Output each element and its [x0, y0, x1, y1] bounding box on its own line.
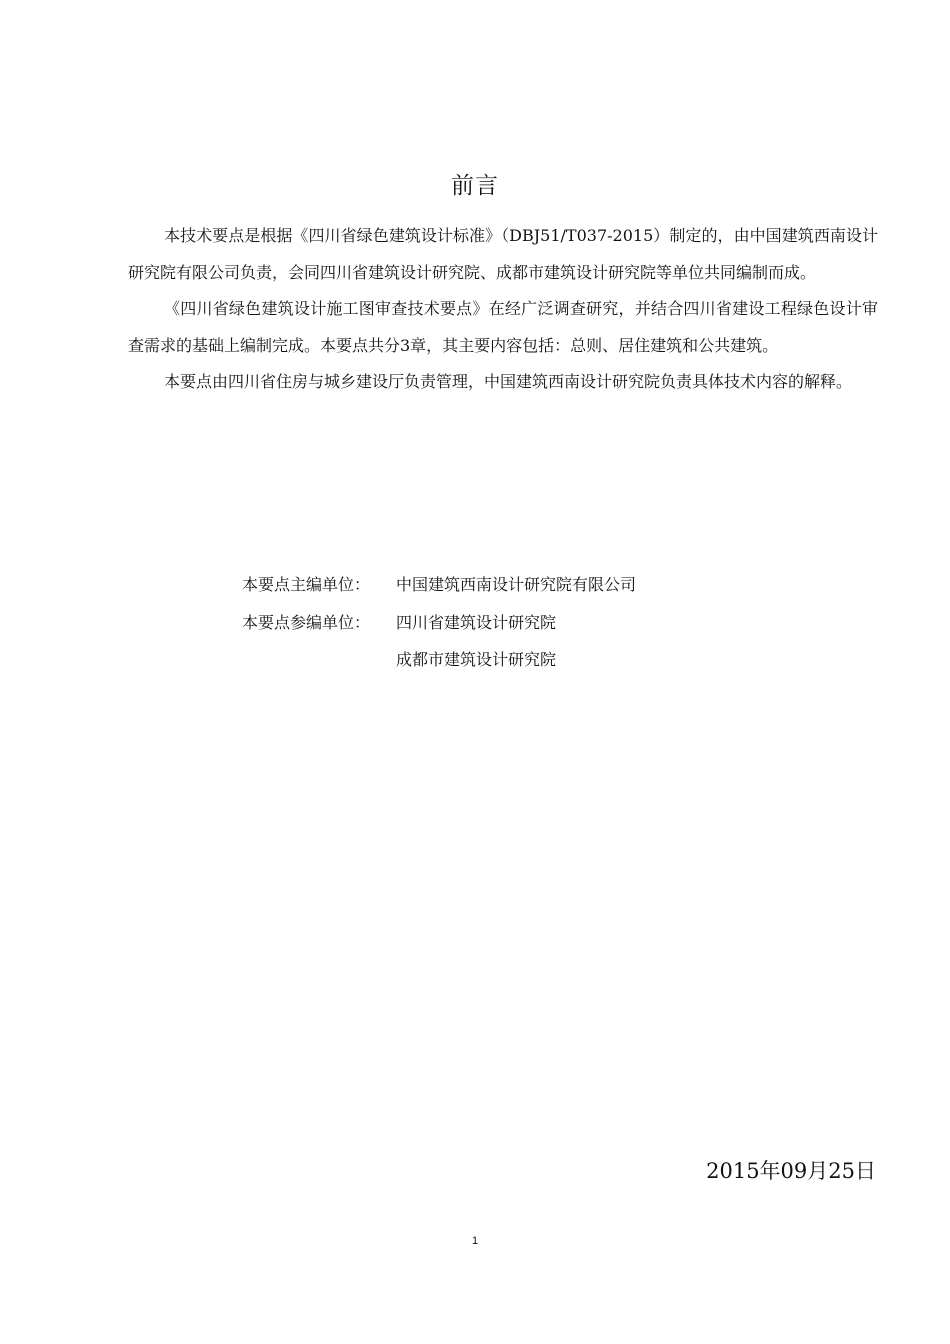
paragraph-2: 《四川省绿色建筑设计施工图审查技术要点》在经广泛调查研究，并结合四川省建设工程绿色设计审查需求的基础上编制完成。本要点共分3章，其主要内容包括：总则、居住建筑和公共建筑。	[128, 299, 878, 355]
paragraph-1: 本技术要点是根据《四川省绿色建筑设计标准》（DBJ51/T037-2015）制定的，由中国建筑西南设计研究院有限公司负责，会同四川省建筑设计研究院、成都市建筑设计研究院等单位共同编制而成。	[128, 226, 878, 282]
participant-unit-row	[242, 604, 636, 642]
unit-label-spacer	[242, 641, 396, 679]
page-number: 1	[471, 1235, 479, 1247]
chief-unit-label: 本要点主编单位：	[242, 575, 371, 594]
issue-date: 2015年09月25日	[706, 1159, 876, 1183]
preface-body	[128, 218, 878, 401]
chief-unit-value: 中国建筑西南设计研究院有限公司	[396, 575, 637, 594]
compiling-units	[242, 566, 636, 679]
chief-unit-row	[242, 566, 636, 604]
page-title: 前言	[451, 173, 499, 199]
participant-unit-label: 本要点参编单位：	[242, 612, 371, 632]
participant-unit-row-2	[242, 641, 636, 679]
participant-unit-value-2: 成都市建筑设计研究院	[396, 650, 557, 669]
paragraph-3: 本要点由四川省住房与城乡建设厅负责管理，中国建筑西南设计研究院负责具体技术内容的解释。	[164, 372, 853, 391]
participant-unit-value-1: 四川省建筑设计研究院	[396, 612, 557, 632]
